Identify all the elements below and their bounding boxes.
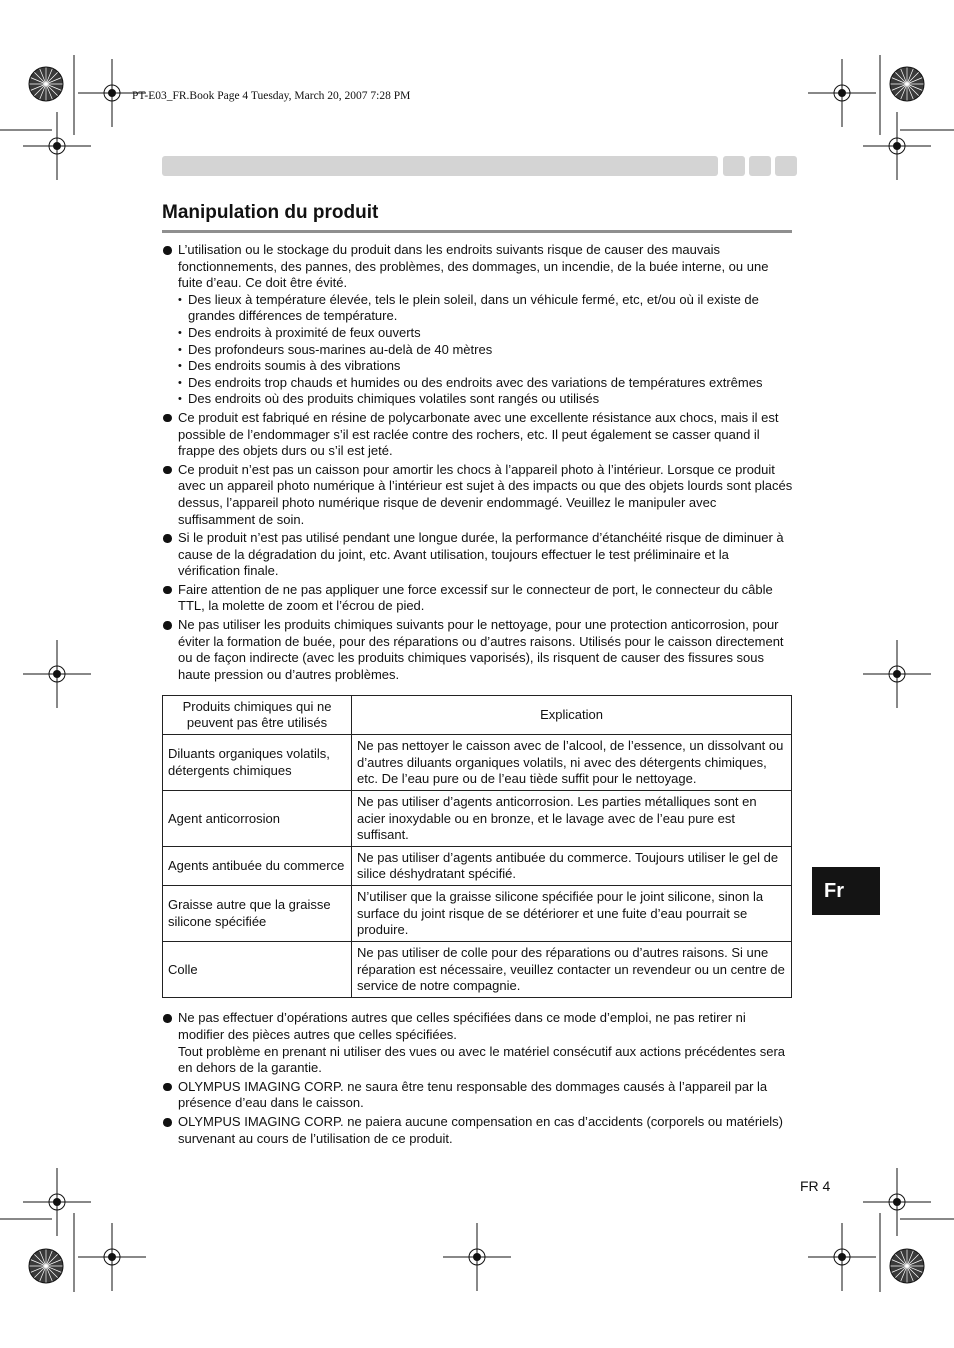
location-sublist <box>178 292 794 408</box>
list-item: OLYMPUS IMAGING CORP. ne paiera aucune compensation en cas d’accidents (corporels ou matériels) survenant au cours de l’utilisation de ce produit. <box>162 1114 794 1147</box>
table-row <box>163 886 792 942</box>
bullet-list-top <box>162 242 794 683</box>
bullet-text: L’utilisation ou le stockage du produit dans les endroits suivants risque de causer des mauvais fonctionnements, des pannes, des problèmes, des dommages, un incendie, de la buée interne, ou une fuite d’eau. Ce doit être évité. <box>178 242 769 291</box>
table-cell: Diluants organiques volatils, détergents chimiques <box>163 735 352 791</box>
table-header-cell: Produits chimiques qui ne peuvent pas être utilisés <box>163 696 352 735</box>
sub-item: • Des endroits trop chauds et humides ou des endroits avec des variations de températures extrêmes <box>178 375 794 392</box>
warranty-note: Tout problème en prenant ni utiliser des vues ou avec le matériel consécutif aux actions précédentes sera en dehors de la garantie. <box>178 1043 786 1076</box>
language-tab: Fr <box>812 867 880 915</box>
table-cell: Ne pas utiliser de colle pour des réparations ou d’autres raisons. Si une réparation est nécessaire, veuillez contacter un revendeur ou un centre de service de notre compagnie. <box>352 942 792 998</box>
list-item <box>162 1010 794 1076</box>
table-cell: Agent anticorrosion <box>163 791 352 847</box>
table-cell: Ne pas utiliser d’agents antibuée du commerce. Toujours utiliser le gel de silice déshydratant spécifié. <box>352 847 792 886</box>
print-info-line: PT-E03_FR.Book Page 4 Tuesday, March 20, 2007 7:28 PM <box>132 90 411 102</box>
bullet-list-bottom <box>162 1010 794 1147</box>
sub-item: • Des endroits soumis à des vibrations <box>178 358 794 375</box>
table-header-row <box>163 696 792 735</box>
table-cell: Ne pas utiliser d’agents anticorrosion. Les parties métalliques sont en acier inoxydable ou en bronze, et le lavage avec de l’eau pure est suffisant. <box>352 791 792 847</box>
table-cell: Graisse autre que la graisse silicone spécifiée <box>163 886 352 942</box>
list-item: Ce produit n’est pas un caisson pour amortir les chocs à l’appareil photo à l’intérieur. Lorsque ce produit avec un appareil photo numérique à l’intérieur est sujet à des impacts ou que des objets lourds sont placés dessus, l’appareil photo numérique risque de devenir endommagé. Veuillez le manipuler avec suffisamment de soin. <box>162 462 794 528</box>
page-title: Manipulation du produit <box>162 202 379 223</box>
table-cell: Ne pas nettoyer le caisson avec de l’alcool, de l’essence, un dissolvant ou d’autres diluants organiques volatils, ni avec des détergents chimiques, etc. De l’eau pure ou de l’eau tiède suffit pour le nettoyage. <box>352 735 792 791</box>
bullet-text: Ne pas effectuer d’opérations autres que celles spécifiées dans ce mode d’emploi, ne pas retirer ni modifier des pièces autres que celles spécifiées. <box>178 1010 746 1043</box>
header-bar <box>162 156 718 176</box>
list-item: Ne pas utiliser les produits chimiques suivants pour le nettoyage, pour une protection anticorrosion, pour éviter la formation de buée, pour des réparations ou d’autres raisons. Utilisés pour le caisson directement ou de façon indirecte (avec les produits chimiques vaporisés), ils risquent de causer des fissures sous haute pression ou d’autres problèmes. <box>162 617 794 683</box>
chemicals-table <box>162 695 792 998</box>
table-cell: Colle <box>163 942 352 998</box>
main-content <box>162 242 794 1149</box>
table-header-cell: Explication <box>352 696 792 735</box>
list-item: Si le produit n’est pas utilisé pendant une longue durée, la performance d’étanchéité risque de diminuer à cause de la dégradation du joint, etc. Avant utilisation, toujours effectuer le test préliminaire et la vérification finale. <box>162 530 794 580</box>
table-row <box>163 847 792 886</box>
table-row <box>163 735 792 791</box>
header-box <box>775 156 797 176</box>
table-row <box>163 791 792 847</box>
list-item: Faire attention de ne pas appliquer une force excessif sur le connecteur de port, le connecteur du câble TTL, la molette de zoom et l’écrou de pied. <box>162 582 794 615</box>
table-row <box>163 942 792 998</box>
list-item <box>162 242 794 408</box>
table-cell: N’utiliser que la graisse silicone spécifiée pour le joint silicone, sinon la surface du joint risque de se détériorer et une fuite d’eau pourrait se produire. <box>352 886 792 942</box>
header-box <box>749 156 771 176</box>
title-underline <box>162 230 792 233</box>
sub-item: • Des endroits où des produits chimiques volatiles sont rangés ou utilisés <box>178 391 794 408</box>
page-number: FR 4 <box>800 1178 831 1194</box>
header-box <box>723 156 745 176</box>
sub-item: • Des endroits à proximité de feux ouverts <box>178 325 794 342</box>
sub-item: • Des lieux à température élevée, tels le plein soleil, dans un véhicule fermé, etc, et/ou où il existe de grandes différences de température. <box>178 292 794 325</box>
table-cell: Agents antibuée du commerce <box>163 847 352 886</box>
sub-item: • Des profondeurs sous-marines au-delà de 40 mètres <box>178 342 794 359</box>
list-item: OLYMPUS IMAGING CORP. ne saura être tenu responsable des dommages causés à l’appareil par la présence d’eau dans le caisson. <box>162 1079 794 1112</box>
list-item: Ce produit est fabriqué en résine de polycarbonate avec une excellente résistance aux chocs, mais il est possible de l’endommager s’il est raclée contre des rochers, etc. Il peut également se casser quand il frappe des objets durs ou s’il est jeté. <box>162 410 794 460</box>
